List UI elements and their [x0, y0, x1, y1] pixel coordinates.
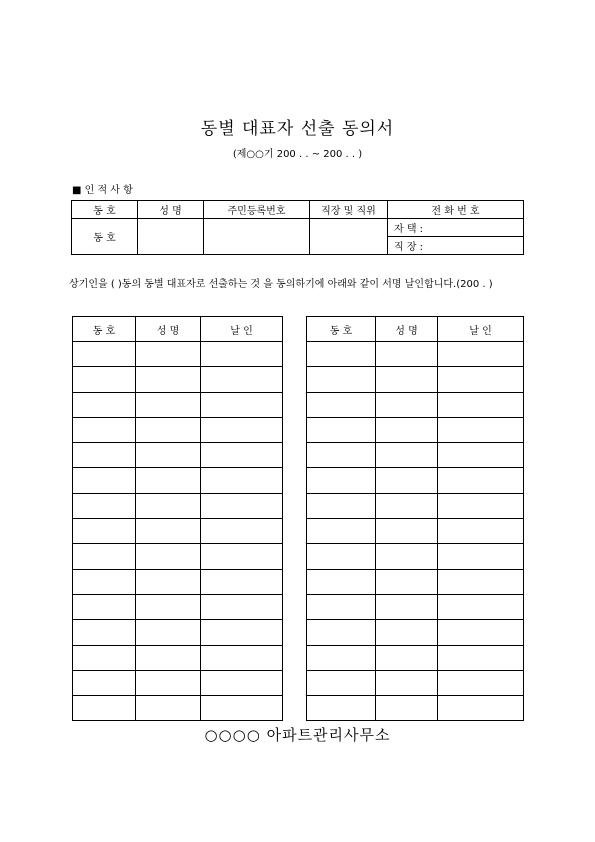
signature-row	[307, 670, 524, 695]
signature-cell-name[interactable]	[136, 493, 201, 518]
period-line: (제○○기 200 . . ~ 200 . . )	[232, 149, 363, 160]
signature-cell-name[interactable]	[136, 392, 201, 417]
signature-cell-name[interactable]	[376, 468, 438, 493]
signature-cell-seal[interactable]	[438, 645, 524, 670]
info-header-row	[72, 201, 524, 219]
signature-cell-seal[interactable]	[201, 468, 283, 493]
signature-row	[73, 696, 283, 721]
signature-cell-seal[interactable]	[438, 620, 524, 645]
signature-cell-unit[interactable]	[73, 342, 136, 367]
section-heading: ■ 인 적 사 항	[72, 185, 133, 196]
signature-table-left	[72, 316, 283, 721]
signature-cell-seal[interactable]	[201, 392, 283, 417]
signature-table-right	[306, 316, 524, 721]
signature-row	[73, 569, 283, 594]
signature-row	[307, 569, 524, 594]
signature-row	[307, 620, 524, 645]
signature-cell-name[interactable]	[136, 417, 201, 442]
info-workplace-cell[interactable]	[310, 219, 388, 255]
document-title: 동별 대표자 선출 동의서	[200, 119, 395, 139]
signature-cell-seal[interactable]	[201, 569, 283, 594]
signature-header-unit: 동 호	[73, 317, 136, 342]
signature-cell-seal[interactable]	[201, 696, 283, 721]
signature-cell-name[interactable]	[136, 594, 201, 619]
signature-row	[73, 645, 283, 670]
signature-row	[73, 417, 283, 442]
signature-cell-unit[interactable]	[73, 594, 136, 619]
signature-cell-name[interactable]	[136, 569, 201, 594]
personal-info-table	[71, 200, 524, 255]
signature-row	[307, 443, 524, 468]
signature-cell-unit[interactable]	[73, 645, 136, 670]
signature-cell-seal[interactable]	[201, 367, 283, 392]
signature-cell-seal[interactable]	[201, 670, 283, 695]
signature-cell-unit[interactable]	[73, 392, 136, 417]
signature-cell-seal[interactable]	[201, 645, 283, 670]
signature-cell-unit[interactable]	[73, 468, 136, 493]
signature-cell-seal[interactable]	[438, 544, 524, 569]
signature-cell-name[interactable]	[376, 594, 438, 619]
info-row	[72, 219, 524, 237]
signature-cell-name[interactable]	[136, 620, 201, 645]
signature-cell-unit[interactable]	[73, 443, 136, 468]
info-header-workplace: 직장 및 직위	[310, 201, 388, 219]
signature-row	[73, 342, 283, 367]
signature-row	[73, 544, 283, 569]
info-header-phone: 전 화 번 호	[388, 201, 524, 219]
signature-cell-seal[interactable]	[438, 342, 524, 367]
signature-cell-name[interactable]	[376, 443, 438, 468]
signature-cell-unit[interactable]	[73, 493, 136, 518]
signature-cell-unit[interactable]	[307, 594, 376, 619]
signature-cell-unit[interactable]	[307, 468, 376, 493]
signature-cell-unit[interactable]	[307, 493, 376, 518]
signature-cell-seal[interactable]	[201, 594, 283, 619]
signature-cell-unit[interactable]	[73, 670, 136, 695]
signature-cell-name[interactable]	[136, 468, 201, 493]
signature-row	[73, 620, 283, 645]
signature-cell-name[interactable]	[376, 342, 438, 367]
signature-cell-seal[interactable]	[201, 519, 283, 544]
info-name-cell[interactable]	[138, 219, 204, 255]
signature-cell-unit[interactable]	[307, 544, 376, 569]
signature-cell-seal[interactable]	[438, 493, 524, 518]
signature-cell-seal[interactable]	[201, 620, 283, 645]
info-phone-home[interactable]: 자 택 :	[388, 219, 524, 237]
info-header-unit: 동 호	[72, 201, 138, 219]
signature-cell-unit[interactable]	[73, 544, 136, 569]
signature-cell-unit[interactable]	[73, 620, 136, 645]
signature-cell-name[interactable]	[376, 696, 438, 721]
signature-cell-name[interactable]	[136, 367, 201, 392]
signature-row	[73, 670, 283, 695]
signature-row	[307, 493, 524, 518]
signature-row	[307, 417, 524, 442]
signature-cell-seal[interactable]	[438, 392, 524, 417]
office-footer: ○○○○ 아파트관리사무소	[204, 726, 391, 744]
signature-row	[73, 519, 283, 544]
signature-row	[73, 493, 283, 518]
signature-row	[307, 645, 524, 670]
info-header-resident-number: 주민등록번호	[204, 201, 310, 219]
signature-cell-name[interactable]	[376, 544, 438, 569]
signature-row	[307, 367, 524, 392]
signature-cell-name[interactable]	[376, 569, 438, 594]
signature-row	[73, 392, 283, 417]
signature-row	[73, 468, 283, 493]
signature-cell-unit[interactable]	[307, 620, 376, 645]
signature-cell-unit[interactable]	[307, 569, 376, 594]
info-phone-work[interactable]: 직 장 :	[388, 237, 524, 255]
signature-cell-name[interactable]	[376, 670, 438, 695]
signature-cell-seal[interactable]	[201, 493, 283, 518]
signature-cell-name[interactable]	[136, 443, 201, 468]
signature-cell-name[interactable]	[136, 544, 201, 569]
signature-cell-seal[interactable]	[438, 594, 524, 619]
signature-cell-unit[interactable]	[73, 696, 136, 721]
signature-row	[307, 594, 524, 619]
signature-cell-seal[interactable]	[438, 670, 524, 695]
signature-row	[307, 392, 524, 417]
signature-row	[73, 594, 283, 619]
signature-row	[73, 367, 283, 392]
signature-header-name: 성 명	[136, 317, 201, 342]
signature-cell-seal[interactable]	[438, 468, 524, 493]
info-resident-number-cell[interactable]	[204, 219, 310, 255]
signature-cell-unit[interactable]	[307, 392, 376, 417]
signature-cell-unit[interactable]	[307, 519, 376, 544]
signature-row	[307, 519, 524, 544]
signature-header-row	[307, 317, 524, 342]
signature-cell-seal[interactable]	[438, 417, 524, 442]
signature-cell-seal[interactable]	[201, 443, 283, 468]
signature-cell-name[interactable]	[376, 620, 438, 645]
signature-cell-unit[interactable]	[73, 519, 136, 544]
signature-cell-unit[interactable]	[73, 569, 136, 594]
signature-cell-seal[interactable]	[438, 519, 524, 544]
signature-row	[307, 342, 524, 367]
signature-row	[307, 544, 524, 569]
info-header-name: 성 명	[138, 201, 204, 219]
signature-cell-name[interactable]	[136, 519, 201, 544]
signature-cell-unit[interactable]	[73, 367, 136, 392]
signature-header-seal: 날 인	[438, 317, 524, 342]
info-unit-label: 동 호	[72, 219, 138, 255]
signature-cell-name[interactable]	[136, 645, 201, 670]
signature-header-unit: 동 호	[307, 317, 376, 342]
signature-cell-unit[interactable]	[307, 417, 376, 442]
signature-row	[73, 443, 283, 468]
signature-cell-name[interactable]	[136, 342, 201, 367]
signature-cell-seal[interactable]	[438, 443, 524, 468]
signature-cell-unit[interactable]	[73, 417, 136, 442]
signature-cell-seal[interactable]	[201, 544, 283, 569]
signature-cell-seal[interactable]	[438, 696, 524, 721]
signature-cell-seal[interactable]	[201, 342, 283, 367]
signature-cell-name[interactable]	[376, 493, 438, 518]
signature-cell-name[interactable]	[376, 645, 438, 670]
signature-cell-unit[interactable]	[307, 367, 376, 392]
signature-cell-name[interactable]	[376, 367, 438, 392]
signature-cell-unit[interactable]	[307, 443, 376, 468]
signature-row	[307, 468, 524, 493]
signature-header-seal: 날 인	[201, 317, 283, 342]
signature-cell-unit[interactable]	[307, 670, 376, 695]
signature-cell-seal[interactable]	[438, 367, 524, 392]
signature-header-name: 성 명	[376, 317, 438, 342]
signature-cell-unit[interactable]	[307, 342, 376, 367]
signature-cell-unit[interactable]	[307, 645, 376, 670]
signature-header-row	[73, 317, 283, 342]
signature-row	[307, 696, 524, 721]
signature-cell-name[interactable]	[376, 417, 438, 442]
signature-cell-seal[interactable]	[201, 417, 283, 442]
signature-cell-name[interactable]	[136, 696, 201, 721]
signature-cell-name[interactable]	[376, 519, 438, 544]
signature-cell-name[interactable]	[136, 670, 201, 695]
signature-cell-name[interactable]	[376, 392, 438, 417]
signature-cell-seal[interactable]	[438, 569, 524, 594]
signature-cell-unit[interactable]	[307, 696, 376, 721]
consent-statement: 상기인을 ( )동의 동별 대표자로 선출하는 것 을 동의하기에 아래와 같이 서명 날인합니다.(200 . )	[69, 279, 493, 290]
